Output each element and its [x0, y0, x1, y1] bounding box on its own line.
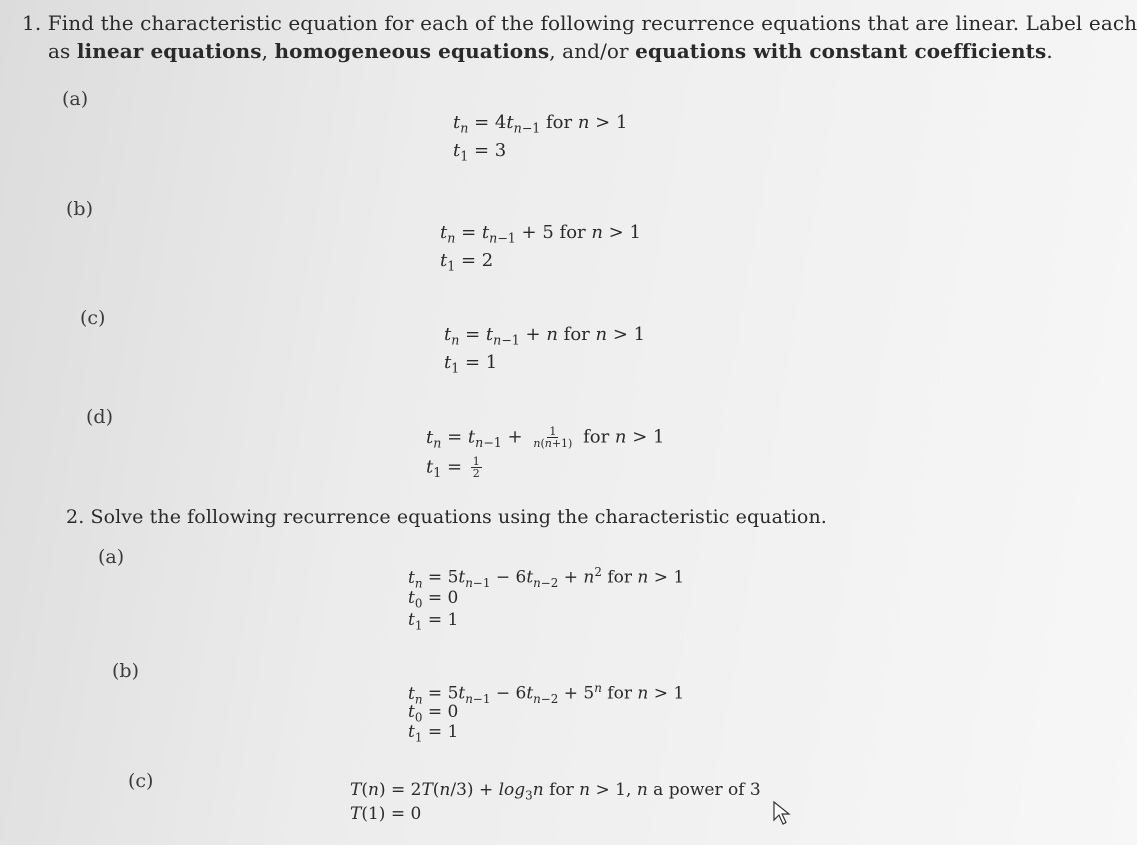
equation-1a-recurrence: $t_n = 4t_{n-1}$ for n > 1	[453, 112, 628, 136]
equation-1c-initial: $t_1 = 1$	[444, 352, 498, 376]
equation-1b-initial: $t_1 = 2$	[440, 250, 494, 274]
line2-end: .	[1046, 39, 1053, 63]
equation-2a-initial-1: $t_1 = 1$	[408, 610, 459, 633]
line2-sep2: , and/or	[549, 39, 636, 63]
part-label-1d: (d)	[86, 406, 113, 428]
equation-2b-recurrence: $t_n = 5t_{n-1} - 6t_{n-2} + 5^n$ for n > 1	[408, 681, 685, 707]
question-2-text: 2. Solve the following recurrence equations using the characteristic equation.	[66, 506, 827, 528]
equation-1d-initial: $t_1$ = $\frac{1}{2}$	[426, 455, 480, 481]
equation-2b-initial-1: $t_1 = 1$	[408, 722, 459, 745]
term-linear-equations: linear equations	[76, 39, 262, 63]
part-label-2b: (b)	[112, 660, 139, 682]
term-homogeneous-equations: homogeneous equations	[274, 39, 550, 63]
part-label-1a: (a)	[62, 88, 89, 110]
equation-2a-initial-0: $t_0 = 0$	[408, 588, 459, 611]
line2-prefix: as	[48, 39, 77, 63]
equation-2b-initial-0: $t_0 = 0$	[408, 702, 459, 725]
term-constant-coefficients: equations with constant coefficients	[635, 39, 1047, 63]
equation-1d-recurrence: $t_n = t_{n-1}$ + $\frac{1}{n(n+1)}$ for n > 1	[426, 425, 665, 451]
part-label-1c: (c)	[80, 307, 106, 329]
equation-1b-recurrence: $t_n = t_{n-1} + 5$ for n > 1	[440, 222, 641, 246]
equation-2c-recurrence: $T(n) = 2T(n/3) + \log_3n$ for n > 1, n a power of 3	[350, 780, 761, 803]
equation-2a-recurrence: $t_n = 5t_{n-1} - 6t_{n-2} + n^2$ for n > 1	[408, 565, 685, 591]
part-label-2a: (a)	[98, 546, 125, 568]
part-label-1b: (b)	[66, 198, 93, 220]
question-1-number: 1.	[22, 11, 42, 35]
equation-1c-recurrence: $t_n = t_{n-1} + n$ for n > 1	[444, 324, 646, 348]
line2-sep1: ,	[261, 39, 275, 63]
mouse-cursor-icon	[772, 800, 796, 830]
equation-1a-initial: $t_1 = 3$	[453, 140, 507, 164]
part-label-2c: (c)	[128, 770, 154, 792]
question-1-line-2	[48, 38, 1053, 64]
equation-2c-initial: T(1) = 0	[350, 804, 422, 824]
question-1-intro: Find the characteristic equation for each of the following recurrence equations that are linear. Label each	[47, 11, 1137, 35]
question-1-line-1	[22, 10, 1137, 36]
